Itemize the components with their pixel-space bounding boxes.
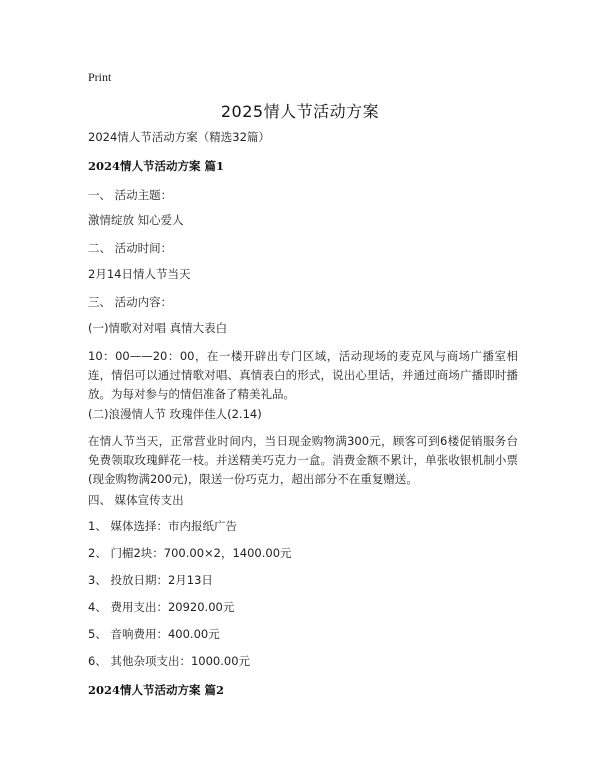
media-item-2: 2、 门楣2块：700.00×2，1400.00元 — [88, 546, 292, 560]
page-title: 2025情人节活动方案 — [220, 102, 380, 121]
document-subtitle: 2024情人节活动方案（精选32篇） — [88, 130, 270, 144]
media-item-3: 3、 投放日期：2月13日 — [88, 573, 213, 587]
media-label: 四、 媒体宣传支出 — [88, 493, 184, 507]
theme-label: 一、 活动主题： — [88, 188, 173, 202]
section-heading-1: 2024情人节活动方案 篇1 — [88, 159, 225, 173]
content-label: 三、 活动内容： — [88, 295, 173, 309]
subsection-1-title: (一)情歌对对唱 真情大表白 — [88, 321, 228, 335]
time-value: 2月14日情人节当天 — [88, 267, 191, 281]
theme-value: 激情绽放 知心爱人 — [88, 213, 184, 227]
media-item-6: 6、 其他杂项支出：1000.00元 — [88, 654, 251, 668]
subsection-2-body: 在情人节当天，正常营业时间内，当日现金购物满300元，顾客可到6楼促销服务台免费领取玫瑰鲜花一枝。并送精美巧克力一盒。消费金额不累计，单张收银机制小票(现金购物满200元)，限送一份巧克力，超出部分不在重复赠送。 — [88, 434, 518, 486]
media-item-1: 1、 媒体选择：市内报纸广告 — [88, 519, 237, 533]
time-label: 二、 活动时间： — [88, 241, 173, 255]
media-item-4: 4、 费用支出：20920.00元 — [88, 600, 235, 614]
subsection-2-title: (二)浪漫情人节 玫瑰伴佳人(2.14) — [88, 407, 262, 421]
media-item-5: 5、 音响费用：400.00元 — [88, 627, 220, 641]
section-heading-2: 2024情人节活动方案 篇2 — [88, 683, 225, 697]
print-label: Print — [88, 70, 112, 84]
subsection-1-body: 10：00——20：00，在一楼开辟出专门区域，活动现场的麦克风与商场广播室相连，情侣可以通过情歌对唱、真情表白的形式，说出心里话，并通过商场广播即时播放。为每对参与的情侣准备了精美礼品。 — [88, 349, 518, 401]
